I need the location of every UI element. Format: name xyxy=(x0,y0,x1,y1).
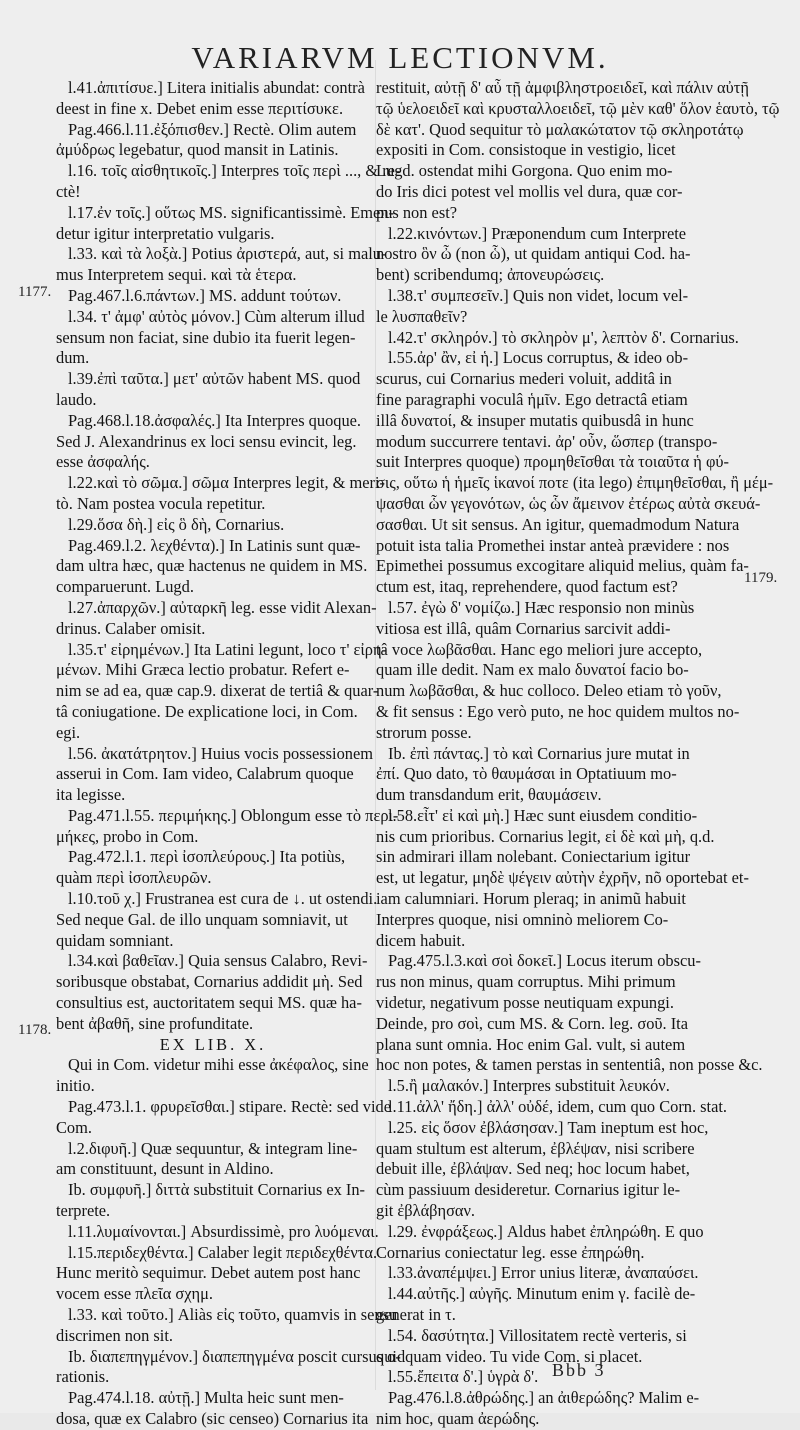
margin-number: 1179. xyxy=(744,570,778,586)
text-line: dam ultra hæc, quæ hactenus ne quidem in MS. xyxy=(56,556,368,576)
text-line: EX LIB. X. xyxy=(159,1034,267,1054)
text-line: esse ἀσφαλής. xyxy=(56,452,150,472)
text-line: Pag.472.l.1. περὶ ἰσοπλεύρους.] Ita potiùs, xyxy=(68,847,346,867)
text-line: le λυσπαθεῖν? xyxy=(376,306,468,326)
text-line: Pag.469.l.2. λεχθέντα).] In Latinis sunt quæ- xyxy=(68,535,361,555)
text-line: σασθαι. Ut sit sensus. An igitur, quemadmodum Natura xyxy=(376,514,740,534)
text-line: egi. xyxy=(56,722,81,742)
text-line: sensum non faciat, sine dubio ita fuerit legen- xyxy=(56,327,356,347)
text-line: σις, οὕτω ἡ ἡμεῖς ἱκανοί ποτε (ita lego) ἐπιμηθεῖσθαι, ἢ μέμ- xyxy=(376,473,774,493)
text-line: l.22.κινόντων.] Præponendum cum Interprete xyxy=(388,223,687,243)
text-line: l.11.λυμαίνονται.] Absurdissimè, pro λυόμεναι. xyxy=(68,1221,379,1241)
text-line: nim hoc, quam ἀερώδης. xyxy=(376,1409,540,1428)
text-line: nostro ὃν ὦ (non ὧ), ut quidam antiqui Cod. ha- xyxy=(376,244,691,264)
text-line: Ib. ἐπὶ πάντας.] τὸ καὶ Cornarius jure mutat in xyxy=(388,743,690,763)
text-line: μήκες, probo in Com. xyxy=(56,826,199,846)
text-line: l.57. ἐγὼ δ' νομίζω.] Hæc responsio non minùs xyxy=(388,597,695,617)
text-line: bent ἀβαθῆ, sine profunditate. xyxy=(56,1013,254,1033)
text-line: Epimethei possumus excogitare aliquid melius, quàm fa- xyxy=(376,556,749,576)
text-line: dum transdandum erit, θαυμάσειν. xyxy=(376,785,602,805)
text-line: ἀμύδρως legebatur, quod mansit in Latinis. xyxy=(56,140,339,160)
text-line: comparuerunt. Lugd. xyxy=(56,577,194,597)
text-line: videtur, negativum posse neutiquam expungi. xyxy=(376,993,674,1013)
text-line: l.39.ἐπὶ ταῦτα.] μετ' αὐτῶν habent MS. quod xyxy=(68,369,361,389)
text-line: laudo. xyxy=(56,389,97,409)
text-line: expositi in Com. consistoque in vestigio, licet xyxy=(376,140,676,160)
text-line: l.44.αὐτῆς.] αὐγῆς. Minutum enim γ. facilè de- xyxy=(388,1284,696,1304)
text-line: restituit, αὐτῇ δ' αὖ τῇ ἀμφιβληστροειδεῖ, καὶ πάλιν αὐτῇ xyxy=(376,78,749,97)
text-line: Cornarius coniectatur leg. esse ἐπηρώθη. xyxy=(376,1242,645,1262)
text-line: dicem habuit. xyxy=(376,930,466,950)
text-line: rus non minus, quam corruptus. Mihi primum xyxy=(376,972,676,992)
text-line: Com. xyxy=(56,1117,92,1137)
text-line: Pag.471.l.55. περιμήκης.] Oblongum esse τὸ περι- xyxy=(68,805,399,825)
text-line: strorum posse. xyxy=(376,722,472,742)
text-line: git ἐβλάβησαν. xyxy=(376,1201,476,1221)
text-line: Ib. συμφυῆ.] διττὰ substituit Cornarius ex In- xyxy=(68,1180,366,1200)
text-line: ctè! xyxy=(56,181,81,201)
text-line: Deinde, pro σοὶ, cum MS. & Corn. leg. σοῦ. Ita xyxy=(376,1013,688,1033)
text-line: ψασθαι ὧν γεγονότων, ὡς ὧν ἄμεινον ἐτέρως αὐτὰ σκευά- xyxy=(376,493,761,513)
text-line: l.41.ἀπιτίσυε.] Litera initialis abundat: contrà xyxy=(68,78,365,97)
text-line: l.34.καὶ βαθεῖαν.] Quia sensus Calabro, Revi- xyxy=(68,951,368,971)
text-line: l.56. ἀκατάτρητον.] Huius vocis possessionem xyxy=(68,743,373,763)
text-line: plana sunt omnia. Hoc enim Gal. vult, si autem xyxy=(376,1034,686,1054)
text-line: l.42.τ' σκληρόν.] τὸ σκληρὸν μ', λεπτὸν δ'. Cornarius. xyxy=(388,327,739,347)
text-line: num λωβᾶσθαι, & huc colloco. Deleo etiam τὸ γοῦν, xyxy=(376,681,722,701)
left-column xyxy=(56,78,401,1430)
text-line: tâ coniugatione. De explicatione loci, in Com. xyxy=(56,701,358,721)
text-line: Pag.467.l.6.πάντων.] MS. addunt τούτων. xyxy=(68,285,342,305)
text-line: τῷ ὑελοειδεῖ καὶ κρυσταλλοειδεῖ, τῷ μὲν καθ' ὅλον ἑαυτὸ, τῷ xyxy=(376,98,780,118)
text-line: deest in fine x. Debet enim esse περιτίσυκε. xyxy=(56,98,344,118)
text-line: tâ voce λωβᾶσθαι. Hanc ego meliori jure accepto, xyxy=(376,639,703,659)
text-line: Sed J. Alexandrinus ex loci sensu evincit, leg. xyxy=(56,431,357,451)
text-line: quidquam video. Tu vide Com. si placet. xyxy=(376,1346,643,1366)
text-line: cùm passiuum desideretur. Cornarius igitur le- xyxy=(376,1180,681,1200)
text-line: am constituunt, desunt in Aldino. xyxy=(56,1159,274,1179)
text-line: l.22.καὶ τὸ σῶμα.] σῶμα Interpres legit, & meri- xyxy=(68,473,385,493)
text-line: sin admirari illam nolebant. Coniectarium igitur xyxy=(376,847,691,867)
text-line: ita legisse. xyxy=(56,785,126,805)
text-line: vocem esse πλεῖα σχημ. xyxy=(56,1284,213,1304)
text-line: drinus. Calaber omisit. xyxy=(56,618,206,638)
text-line: debuit ille, ἐβλάψαν. Sed neq; hoc locum habet, xyxy=(376,1159,690,1179)
text-line: quidam somniant. xyxy=(56,930,174,950)
text-line: generat in τ. xyxy=(376,1305,456,1325)
text-line: illâ δυνατοί, & insuper mutatis quibusdâ in hunc xyxy=(376,410,694,430)
text-line: detur igitur interpretatio vulgaris. xyxy=(56,223,275,243)
text-line: mus Interpretem sequi. καὶ τὰ ἑτερα. xyxy=(56,265,297,285)
text-line: suit Interpres quoque) προμηθεῖσθαι τὰ τοιαῦτα ἡ φύ- xyxy=(376,452,730,472)
text-line: tò. Nam postea vocula repetitur. xyxy=(56,493,266,513)
text-line: l.33. καὶ τοῦτο.] Aliàs εἰς τοῦτο, quamvis in sensu xyxy=(68,1305,398,1325)
text-line: Ib. διαπεπηγμένον.] διαπεπηγμένα poscit cursus o- xyxy=(68,1346,401,1366)
text-line: rationis. xyxy=(56,1367,110,1387)
text-line: terprete. xyxy=(56,1201,111,1221)
text-line: l.34. τ' ἀμφ' αὐτὸς μόνον.] Cùm alterum illud xyxy=(68,306,365,326)
text-line: bent) scribendumq; ἀπονευρώσεις. xyxy=(376,265,605,285)
text-line: l.33.ἀναπέμψει.] Error unius literæ, ἀναπαύσει. xyxy=(388,1263,699,1283)
signature-mark: Bbb 3 xyxy=(552,1360,606,1380)
text-line: l.58.εἶτ' εἰ καὶ μὴ.] Hæc sunt eiusdem conditio- xyxy=(388,805,698,825)
text-line: l.25. εἰς ὅσον ἐβλάσησαν.] Tam ineptum est hoc, xyxy=(388,1117,709,1137)
text-line: l.29. ἐνφράξεως.] Aldus habet ἐπληρώθη. E quo xyxy=(388,1221,704,1241)
text-line: Interpres quoque, nisi omninò meliorem Co- xyxy=(376,909,669,929)
text-line: dum. xyxy=(56,348,90,368)
text-line: l.29.ὅσα δὴ.] εἰς ὃ δὴ, Cornarius. xyxy=(68,514,285,534)
text-line: hoc non potes, & tamen perstas in sententiâ, non posse &c. xyxy=(376,1055,763,1075)
text-line: quam ille dedit. Nam ex malo δυνατοί facio bo- xyxy=(376,660,689,680)
margin-number: 1177. xyxy=(18,284,52,300)
text-line: Sed neque Gal. de illo unquam somniavit, ut xyxy=(56,909,348,929)
text-line: vitiosa est illâ, quâm Cornarius sarcivit addi- xyxy=(376,618,671,638)
text-line: asserui in Com. Iam video, Calabrum quoque xyxy=(56,764,354,784)
text-line: quam stultum est alterum, ἐβλέψαν, nisi scribere xyxy=(376,1138,695,1158)
text-line: l.10.τοῦ χ.] Frustranea est cura de ↓. ut ostendi. xyxy=(68,889,378,909)
text-line: & fit sensus : Ego verò puto, ne hoc quidem multos no- xyxy=(376,701,740,721)
text-line: l.55.ἔπειτα δ'.] ὑγρὰ δ'. xyxy=(388,1367,539,1387)
text-line: scurus, cui Cornarius mederi voluit, additâ in xyxy=(376,369,672,389)
text-line: Qui in Com. videtur mihi esse ἀκέφαλος, sine xyxy=(68,1055,369,1075)
text-line: Lugd. ostendat mihi Gorgona. Quo enim mo- xyxy=(376,161,673,181)
text-line: ἐπί. Quo dato, τὸ θαυμάσαι in Optatiuum mo- xyxy=(376,764,677,784)
text-line: discrimen non sit. xyxy=(56,1325,173,1345)
text-line: modum succurrere tentavi. ἀρ' οὖν, ὥσπερ (transpo- xyxy=(376,431,718,451)
text-line: fine paragraphi voculâ ἡμῖν. Ego detractâ etiam xyxy=(376,389,688,409)
text-line: potuit ista talia Promethei instar anteà prævidere : nos xyxy=(376,535,730,555)
text-line: initio. xyxy=(56,1076,95,1096)
text-line: l.15.περιδεχθέντα.] Calaber legit περιδεχθέντα. xyxy=(68,1242,378,1262)
text-line: Pag.473.l.1. φρυρεῖσθαι.] stipare. Rectè: sed vide xyxy=(68,1097,391,1117)
text-line: l.27.ἀπαρχῶν.] αὐταρκῆ leg. esse vidit Alexan- xyxy=(68,597,377,617)
text-line: do Iris dici potest vel mollis vel dura, quæ cor- xyxy=(376,181,683,201)
text-line: ctum est, itaq, reprehendere, quod factum est? xyxy=(376,577,678,597)
text-line: quàm περὶ ἰσοπλευρῶν. xyxy=(56,868,212,888)
text-line: l.11.ἀλλ' ἤδη.] ἀλλ' οὐδέ, idem, cum quo Corn. stat. xyxy=(388,1097,728,1117)
text-line: μένων. Mihi Græca lectio probatur. Refert e- xyxy=(56,660,350,680)
text-line: l.33. καὶ τὰ λοξὰ.] Potius ἀριστερά, aut, si malu- xyxy=(68,244,387,264)
text-line: Pag.475.l.3.καὶ σοὶ δοκεῖ.] Locus iterum obscu- xyxy=(388,951,701,971)
text-line: l.38.τ' συμπεσεῖν.] Quis non videt, locum vel- xyxy=(388,285,689,305)
text-line: Pag.466.l.11.ἐξόπισθεν.] Rectè. Olim autem xyxy=(68,119,357,139)
text-line: l.55.ἀρ' ἂν, εἰ ἡ.] Locus corruptus, & ideo ob- xyxy=(388,348,689,368)
text-line: Hunc meritò sequimur. Debet autem post hanc xyxy=(56,1263,361,1283)
text-line: est, ut legatur, μηδὲ ψέγειν αὐτὴν ἐχρῆν, nõ oportebat et- xyxy=(376,868,749,888)
text-line: l.54. δασύτητα.] Villositatem rectè verteris, si xyxy=(388,1325,687,1345)
margin-number: 1178. xyxy=(18,1022,52,1038)
text-line: l.2.διφυῆ.] Quæ sequuntur, & integram line- xyxy=(68,1138,358,1158)
text-line: nim se ad ea, quæ cap.9. dixerat de tertiâ & quar- xyxy=(56,681,379,701)
text-line: nis cum prioribus. Cornarius legit, εἰ δὲ καὶ μὴ, q.d. xyxy=(376,826,715,846)
text-line: l.35.τ' εἰρημένων.] Ita Latini legunt, loco τ' εἰρη- xyxy=(68,639,388,659)
text-line: Pag.474.l.18. αὐτῇ.] Multa heic sunt men- xyxy=(68,1388,344,1408)
text-line: l.5.ἢ μαλακόν.] Interpres substituit λευκόν. xyxy=(388,1076,670,1096)
text-line: pus non est? xyxy=(376,202,458,222)
text-line: δὲ κατ'. Quod sequitur τὸ μαλακώτατον τῷ σκληροτάτῳ xyxy=(376,119,744,139)
text-line: soribusque obstabat, Cornarius addidit μὴ. Sed xyxy=(56,972,363,992)
running-header: VARIARVM LECTIONVM. xyxy=(191,40,609,75)
text-line: iam calumniari. Horum pleraq; in animũ habuit xyxy=(376,889,686,909)
text-line: dosa, quæ ex Calabro (sic censeo) Cornarius ita xyxy=(56,1409,369,1428)
text-line: Pag.476.l.8.ἀθρώδης.] an ἀιθερώδης? Malim e- xyxy=(388,1388,700,1408)
text-line: l.16. τοῖς αἰσθητικοῖς.] Interpres τοῖς περὶ ..., & re- xyxy=(68,161,401,181)
text-line: l.17.ἐν τοῖς.] οὕτως MS. significantissimè. Emen- xyxy=(68,202,394,222)
text-line: Pag.468.l.18.ἀσφαλές.] Ita Interpres quoque. xyxy=(68,410,362,430)
text-line: consultius est, auctoritatem sequi MS. quæ ha- xyxy=(56,993,362,1013)
